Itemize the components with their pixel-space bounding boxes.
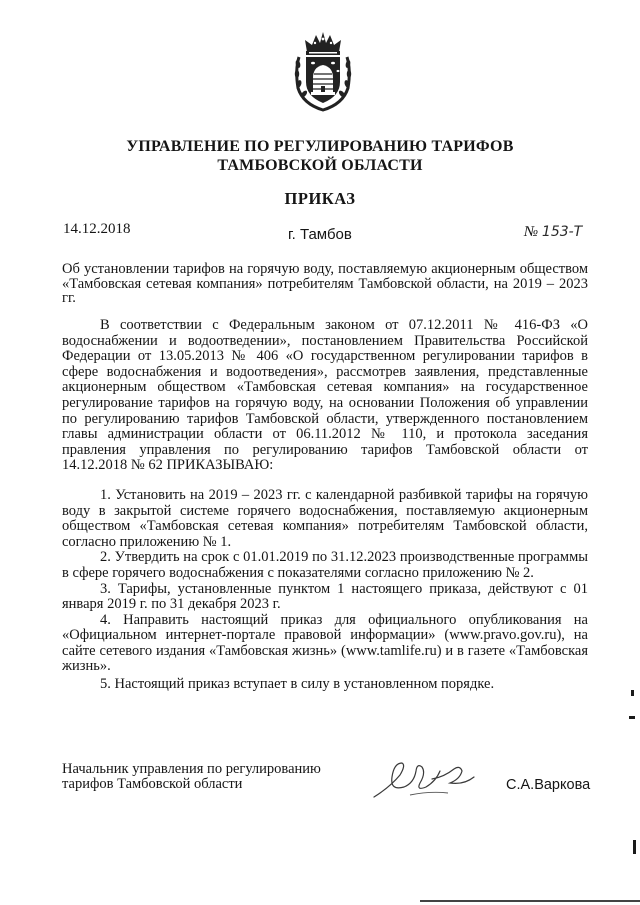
order-item-5: 5. Настоящий приказ вступает в силу в установленном порядке. — [100, 676, 495, 693]
order-item-1: 1. Установить на 2019 – 2023 гг. с календарной разбивкой тарифы на горячую воду в закрытой системе горячего водоснабжения, поставляемую акционерным обществом «Тамбовская сетевая компания» потребителям Тамбовской области, согласно приложению № 1. — [62, 486, 588, 550]
issuing-authority — [0, 137, 640, 175]
signatory-name: С.А.Варкова — [506, 777, 591, 793]
order-body — [62, 318, 588, 693]
signatory-title-line-1: Начальник управления по регулированию — [62, 761, 321, 777]
scan-edge-mark — [629, 716, 635, 719]
preamble-paragraph: В соответствии с Федеральным законом от 07.12.2011 № 416-ФЗ «О водоснабжении и водоотведении», постановлением Правительства Российской Федерации от 13.05.2013 № 406 «О государственном регулировании тарифов в сфере водоснабжения и водоотведения», рассмотрев заявления, представленные акционерным обществом «Тамбовская сетевая компания» на государственное регулирование тарифов на горячую воду, на основании Положения об управлении по регулированию тарифов Тамбовской области, утвержденного постановлением главы администрации области от 06.11.2012 № 110, и протокола заседания правления управления по регулированию тарифов Тамбовской области от 14.12.2018 № 62 ПРИКАЗЫВАЮ: — [62, 317, 588, 474]
order-number-prefix: № — [524, 224, 539, 240]
order-number-handwritten: 153-Т — [541, 224, 583, 240]
order-date: 14.12.2018 — [63, 221, 131, 237]
scan-edge-mark — [633, 840, 636, 854]
scan-bottom-edge — [420, 900, 640, 902]
signatory-title-line-2: тарифов Тамбовской области — [62, 775, 243, 792]
order-item-2: 2. Утвердить на срок с 01.01.2019 по 31.12.2023 производственные программы в сфере горячего водоснабжения с показателями согласно приложению № 2. — [62, 549, 588, 581]
order-item-4: 4. Направить настоящий приказ для официального опубликования на «Официальном интернет-портале правовой информации» (www.pravo.gov.ru), на сайте сетевого издания «Тамбовская жизнь» (www.tamlife.ru) и в газете «Тамбовская жизнь». — [62, 611, 588, 675]
signatory-title — [62, 762, 321, 791]
scan-edge-mark — [631, 690, 634, 696]
tambov-coat-of-arms-icon — [293, 30, 353, 112]
order-item-3: 3. Тарифы, установленные пунктом 1 настоящего приказа, действуют с 01 января 2019 г. по 31 декабря 2023 г. — [62, 580, 588, 613]
authority-line-2: ТАМБОВСКОЙ ОБЛАСТИ — [217, 157, 423, 174]
authority-line-1: УПРАВЛЕНИЕ ПО РЕГУЛИРОВАНИЮ ТАРИФОВ — [126, 138, 514, 155]
document-type: ПРИКАЗ — [284, 189, 356, 208]
order-number — [524, 224, 582, 241]
order-subject: Об установлении тарифов на горячую воду, поставляемую акционерным обществом «Тамбовская сетевая компания» потребителям Тамбовской области, на 2019 – 2023 гг. — [62, 261, 588, 306]
handwritten-signature — [370, 757, 480, 801]
order-city: г. Тамбов — [288, 226, 352, 243]
